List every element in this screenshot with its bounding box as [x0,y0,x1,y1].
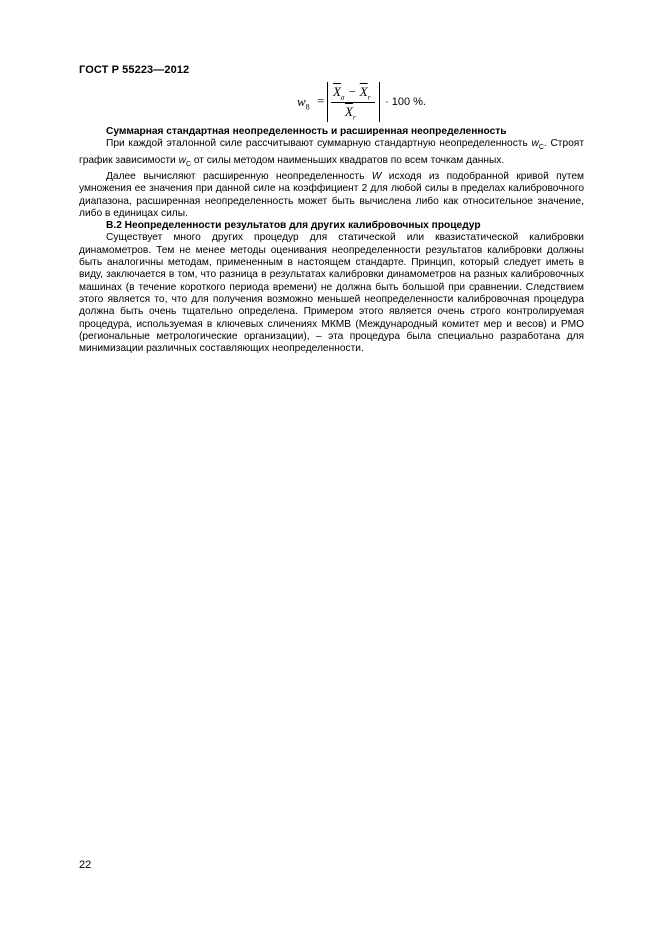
abs-bar-left [327,82,328,122]
formula-denominator: $\overline{X}_r$ [345,104,356,122]
formula-numerator: $\overline{X}_a - \overline{X}_r$ [333,84,371,102]
paragraph-combined-uncertainty: При каждой эталонной силе рассчитывают суммарную стандартную неопределенность $w_C$. Строят график зависимости $w_C$ от силы методом наименьших квадратов по всем точкам данных. [79,138,584,168]
paragraph-other-procedures: Существует много других процедур для статической или квазистатической калибровки динамометров. Тем не менее методы оценивания неопределенности результатов калибровки должны быть аналогичны методам, примененным в настоящем стандарте. Принцип, который следует иметь в виду, заключается в том, что разница в результатах калибровки динамометров на разных калибровочных машинах (в течение короткого периода времени) не должна быть большой при сравнении. Следствием этого является то, что для получения возможно меньшей неопределенности калибровочная процедура должна быть очень тщательно определена. Примером этого является очень строго контролируемая процедура, используемая в ключевых сличениях МКМВ (Международный комитет мер и весов) и РМО (региональные метрологические организации), – эта процедура была специально разработана для минимизации различных составляющих неопределенности. [79,232,584,355]
formula-lhs: $w_8$ [297,94,310,112]
document-header: ГОСТ Р 55223—2012 [79,64,190,76]
section-heading-b2: В.2 Неопределенности результатов для других калибровочных процедур [106,220,481,232]
uncertainty-formula [297,80,497,126]
formula-tail: · 100 %. [385,96,426,108]
section-heading-uncertainty: Суммарная стандартная неопределенность и расширенная неопределенность [106,126,507,137]
paragraph-expanded-uncertainty: Далее вычисляют расширенную неопределенность W исходя из подобранной кривой путем умножения ее значения при данной силе на коэффициент 2 для любой силы в пределах калибровочного диапазона, расширенная неопределенность может быть вычислена либо как относительное значение, либо в единицах силы. [79,170,584,219]
document-body [79,126,584,355]
page-number: 22 [79,859,92,871]
formula-equals: = [317,93,325,108]
fraction-line [331,102,375,103]
abs-bar-right [379,82,380,122]
